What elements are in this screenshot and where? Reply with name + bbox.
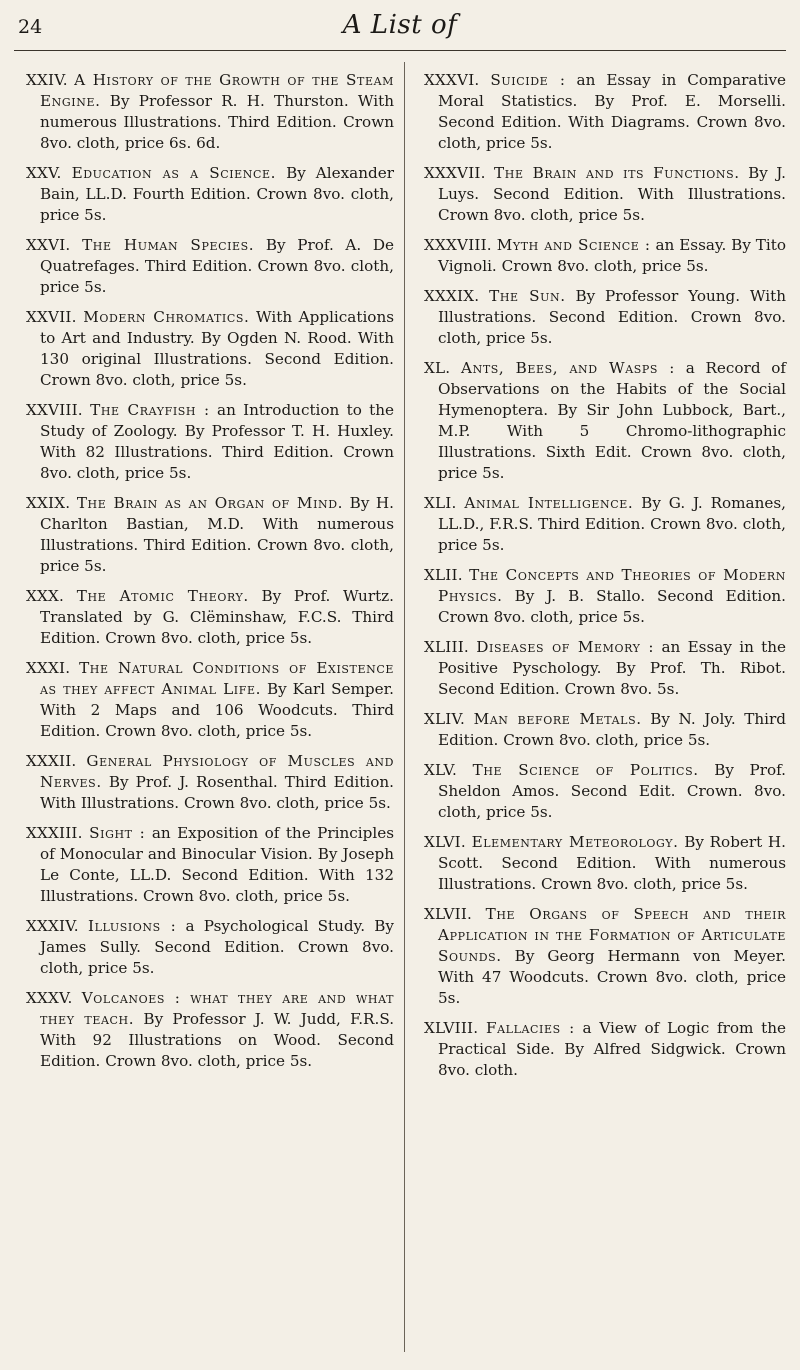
entry-title: Illusions : (88, 917, 177, 935)
catalog-entry (26, 823, 394, 907)
entry-text: an Essay. By Tito Vignoli. Crown 8vo. cloth, price 5s. (438, 236, 787, 275)
entry-number: XXV. (26, 164, 62, 182)
catalog-entry (424, 1018, 786, 1081)
entry-number: XXXIV. (26, 917, 79, 935)
catalog-entry (424, 163, 786, 226)
entry-title: Suicide : (490, 71, 566, 89)
entry-text: By Karl Semper. With 2 Maps and 106 Woodcuts. Third Edition. Crown 8vo. cloth, price 5s. (40, 680, 395, 740)
entry-text: an Introduction to the Study of Zoology. By Professor T. H. Huxley. With 82 Illustrations. Third Edition. Crown 8vo. cloth, price 5s. (40, 401, 395, 482)
catalog-entry (424, 235, 786, 277)
entry-title: Education as a Science. (71, 164, 277, 182)
entry-title: Elementary Meteorology. (471, 833, 679, 851)
entry-number: XLIII. (424, 638, 469, 656)
entry-text: By Robert H. Scott. Second Edition. With numerous Illustrations. Crown 8vo. cloth, price 5s. (438, 833, 787, 893)
entry-title: Volcanoes : what they are and what they teach. (40, 989, 394, 1028)
entry-number: XLVIII. (424, 1019, 479, 1037)
entry-title: General Physiology of Muscles and Nerves. (40, 752, 395, 791)
entry-number: XLVII. (424, 905, 473, 923)
entry-text: With Applications to Art and Industry. By Ogden N. Rood. With 130 original Illustrations. Second Edition. Crown 8vo. cloth, price 5s. (40, 308, 395, 389)
entry-text: By G. J. Romanes, LL.D., F.R.S. Third Edition. Crown 8vo. cloth, price 5s. (438, 494, 786, 554)
entry-text: By N. Joly. Third Edition. Crown 8vo. cloth, price 5s. (438, 710, 786, 749)
entry-title: The Human Species. (82, 236, 255, 254)
entry-number: XXXV. (26, 989, 73, 1007)
catalog-entry (26, 658, 394, 742)
entry-text: By J. B. Stallo. Second Edition. Crown 8vo. cloth, price 5s. (438, 587, 786, 626)
catalog-entry (26, 70, 394, 154)
entry-text: By Prof. Sheldon Amos. Second Edit. Crown. 8vo. cloth, price 5s. (438, 761, 786, 821)
entry-number: XLIV. (424, 710, 466, 728)
catalog-entry (424, 358, 786, 484)
entry-title: Sight : (89, 824, 146, 842)
entry-text: a View of Logic from the Practical Side. By Alfred Sidgwick. Crown 8vo. cloth. (438, 1019, 786, 1079)
entry-text: an Essay in Comparative Moral Statistics. By Prof. E. Morselli. Second Edition. With Diagrams. Crown 8vo. cloth, price 5s. (438, 71, 787, 152)
running-title: A List of (342, 10, 458, 40)
entry-text: By Professor J. W. Judd, F.R.S. With 92 Illustrations on Wood. Second Edition. Crown 8vo. cloth, price 5s. (40, 1010, 395, 1070)
entry-text: an Exposition of the Principles of Monocular and Binocular Vision. By Joseph Le Conte, LL.D. Second Edition. With 132 Illustrations. Crown 8vo. cloth, price 5s. (40, 824, 394, 905)
catalog-entry (26, 400, 394, 484)
entry-number: XXXIII. (26, 824, 83, 842)
entry-title: Ants, Bees, and Wasps : (461, 359, 676, 377)
catalog-entry (26, 163, 394, 226)
entry-number: XXXII. (26, 752, 77, 770)
catalog-entry (424, 832, 786, 895)
entry-title: The Sun. (489, 287, 566, 305)
catalog-entry (26, 493, 394, 577)
entry-text: By H. Charlton Bastian, M.D. With numerous Illustrations. Third Edition. Crown 8vo. cloth, price 5s. (40, 494, 395, 575)
entry-title: The Science of Politics. (472, 761, 699, 779)
entry-title: Man before Metals. (473, 710, 642, 728)
catalog-entry (26, 916, 394, 979)
entry-number: XLI. (424, 494, 457, 512)
entry-title: The Atomic Theory. (76, 587, 249, 605)
entry-text: By Alexander Bain, LL.D. Fourth Edition. Crown 8vo. cloth, price 5s. (40, 164, 394, 224)
entry-title: The Natural Conditions of Existence as they affect Animal Life. (40, 659, 394, 698)
entry-number: XL. (424, 359, 451, 377)
entry-title: The Crayfish : (90, 401, 210, 419)
entry-number: XXXVI. (424, 71, 480, 89)
catalog-entry (26, 751, 394, 814)
entry-number: XXXVIII. (424, 236, 492, 254)
entry-text: a Record of Observations on the Habits of the Social Hymenoptera. By Sir John Lubbock, Bart., M.P. With 5 Chromo-lithographic Illustrations. Sixth Edit. Crown 8vo. cloth, price 5s. (438, 359, 787, 482)
catalog-entry (424, 760, 786, 823)
catalog-entry (424, 286, 786, 349)
entry-text: By Prof. Wurtz. Translated by G. Clëminshaw, F.C.S. Third Edition. Crown 8vo. cloth, price 5s. (40, 587, 395, 647)
entry-text: By Prof. J. Rosenthal. Third Edition. With Illustrations. Crown 8vo. cloth, price 5s. (40, 773, 394, 812)
entry-text: By Prof. A. De Quatrefages. Third Edition. Crown 8vo. cloth, price 5s. (40, 236, 395, 296)
catalog-entry (26, 307, 394, 391)
catalog-entry (424, 565, 786, 628)
entry-number: XXXI. (26, 659, 71, 677)
page-number: 24 (18, 16, 43, 38)
entry-title: Fallacies : (486, 1019, 575, 1037)
entry-number: XLV. (424, 761, 458, 779)
page-header (0, 6, 800, 54)
entry-text: By Georg Hermann von Meyer. With 47 Woodcuts. Crown 8vo. cloth, price 5s. (438, 947, 786, 1007)
catalog-entry (424, 709, 786, 751)
entry-number: XXIV. (26, 71, 68, 89)
entry-text: By Professor R. H. Thurston. With numerous Illustrations. Third Edition. Crown 8vo. cloth, price 6s. 6d. (40, 92, 394, 152)
catalog-entry (424, 70, 786, 154)
entry-text: an Essay in the Positive Pyschology. By Prof. Th. Ribot. Second Edition. Crown 8vo. 5s. (438, 638, 787, 698)
right-column (424, 70, 786, 1090)
entry-text: By Professor Young. With Illustrations. Second Edition. Crown 8vo. cloth, price 5s. (438, 287, 787, 347)
entry-title: Diseases of Memory : (476, 638, 655, 656)
entry-number: XXVII. (26, 308, 77, 326)
entry-number: XLII. (424, 566, 463, 584)
entry-title: Myth and Science : (496, 236, 651, 254)
entry-title: Modern Chromatics. (83, 308, 250, 326)
entry-number: XXVI. (26, 236, 71, 254)
catalog-entry (26, 988, 394, 1072)
entry-number: XXX. (26, 587, 65, 605)
entry-title: The Brain as an Organ of Mind. (76, 494, 344, 512)
entry-number: XXVIII. (26, 401, 83, 419)
entry-number: XXXVII. (424, 164, 486, 182)
catalog-entry (26, 235, 394, 298)
left-column (26, 70, 394, 1081)
entry-title: Animal Intelligence. (464, 494, 634, 512)
entry-text: a Psychological Study. By James Sully. Second Edition. Crown 8vo. cloth, price 5s. (40, 917, 395, 977)
entry-number: XLVI. (424, 833, 466, 851)
entry-title: A History of the Growth of the Steam Engine. (40, 71, 394, 110)
catalog-entry (424, 904, 786, 1009)
entry-number: XXIX. (26, 494, 71, 512)
header-rule (14, 50, 786, 51)
catalog-entry (424, 637, 786, 700)
entry-number: XXXIX. (424, 287, 480, 305)
entry-title: The Brain and its Functions. (494, 164, 740, 182)
catalog-entry (424, 493, 786, 556)
entry-text: By J. Luys. Second Edition. With Illustrations. Crown 8vo. cloth, price 5s. (438, 164, 787, 224)
catalog-entry (26, 586, 394, 649)
column-divider (404, 62, 405, 1352)
entry-title: The Concepts and Theories of Modern Physics. (438, 566, 787, 605)
entry-title: The Organs of Speech and their Application in the Formation of Articulate Sounds. (438, 905, 787, 965)
